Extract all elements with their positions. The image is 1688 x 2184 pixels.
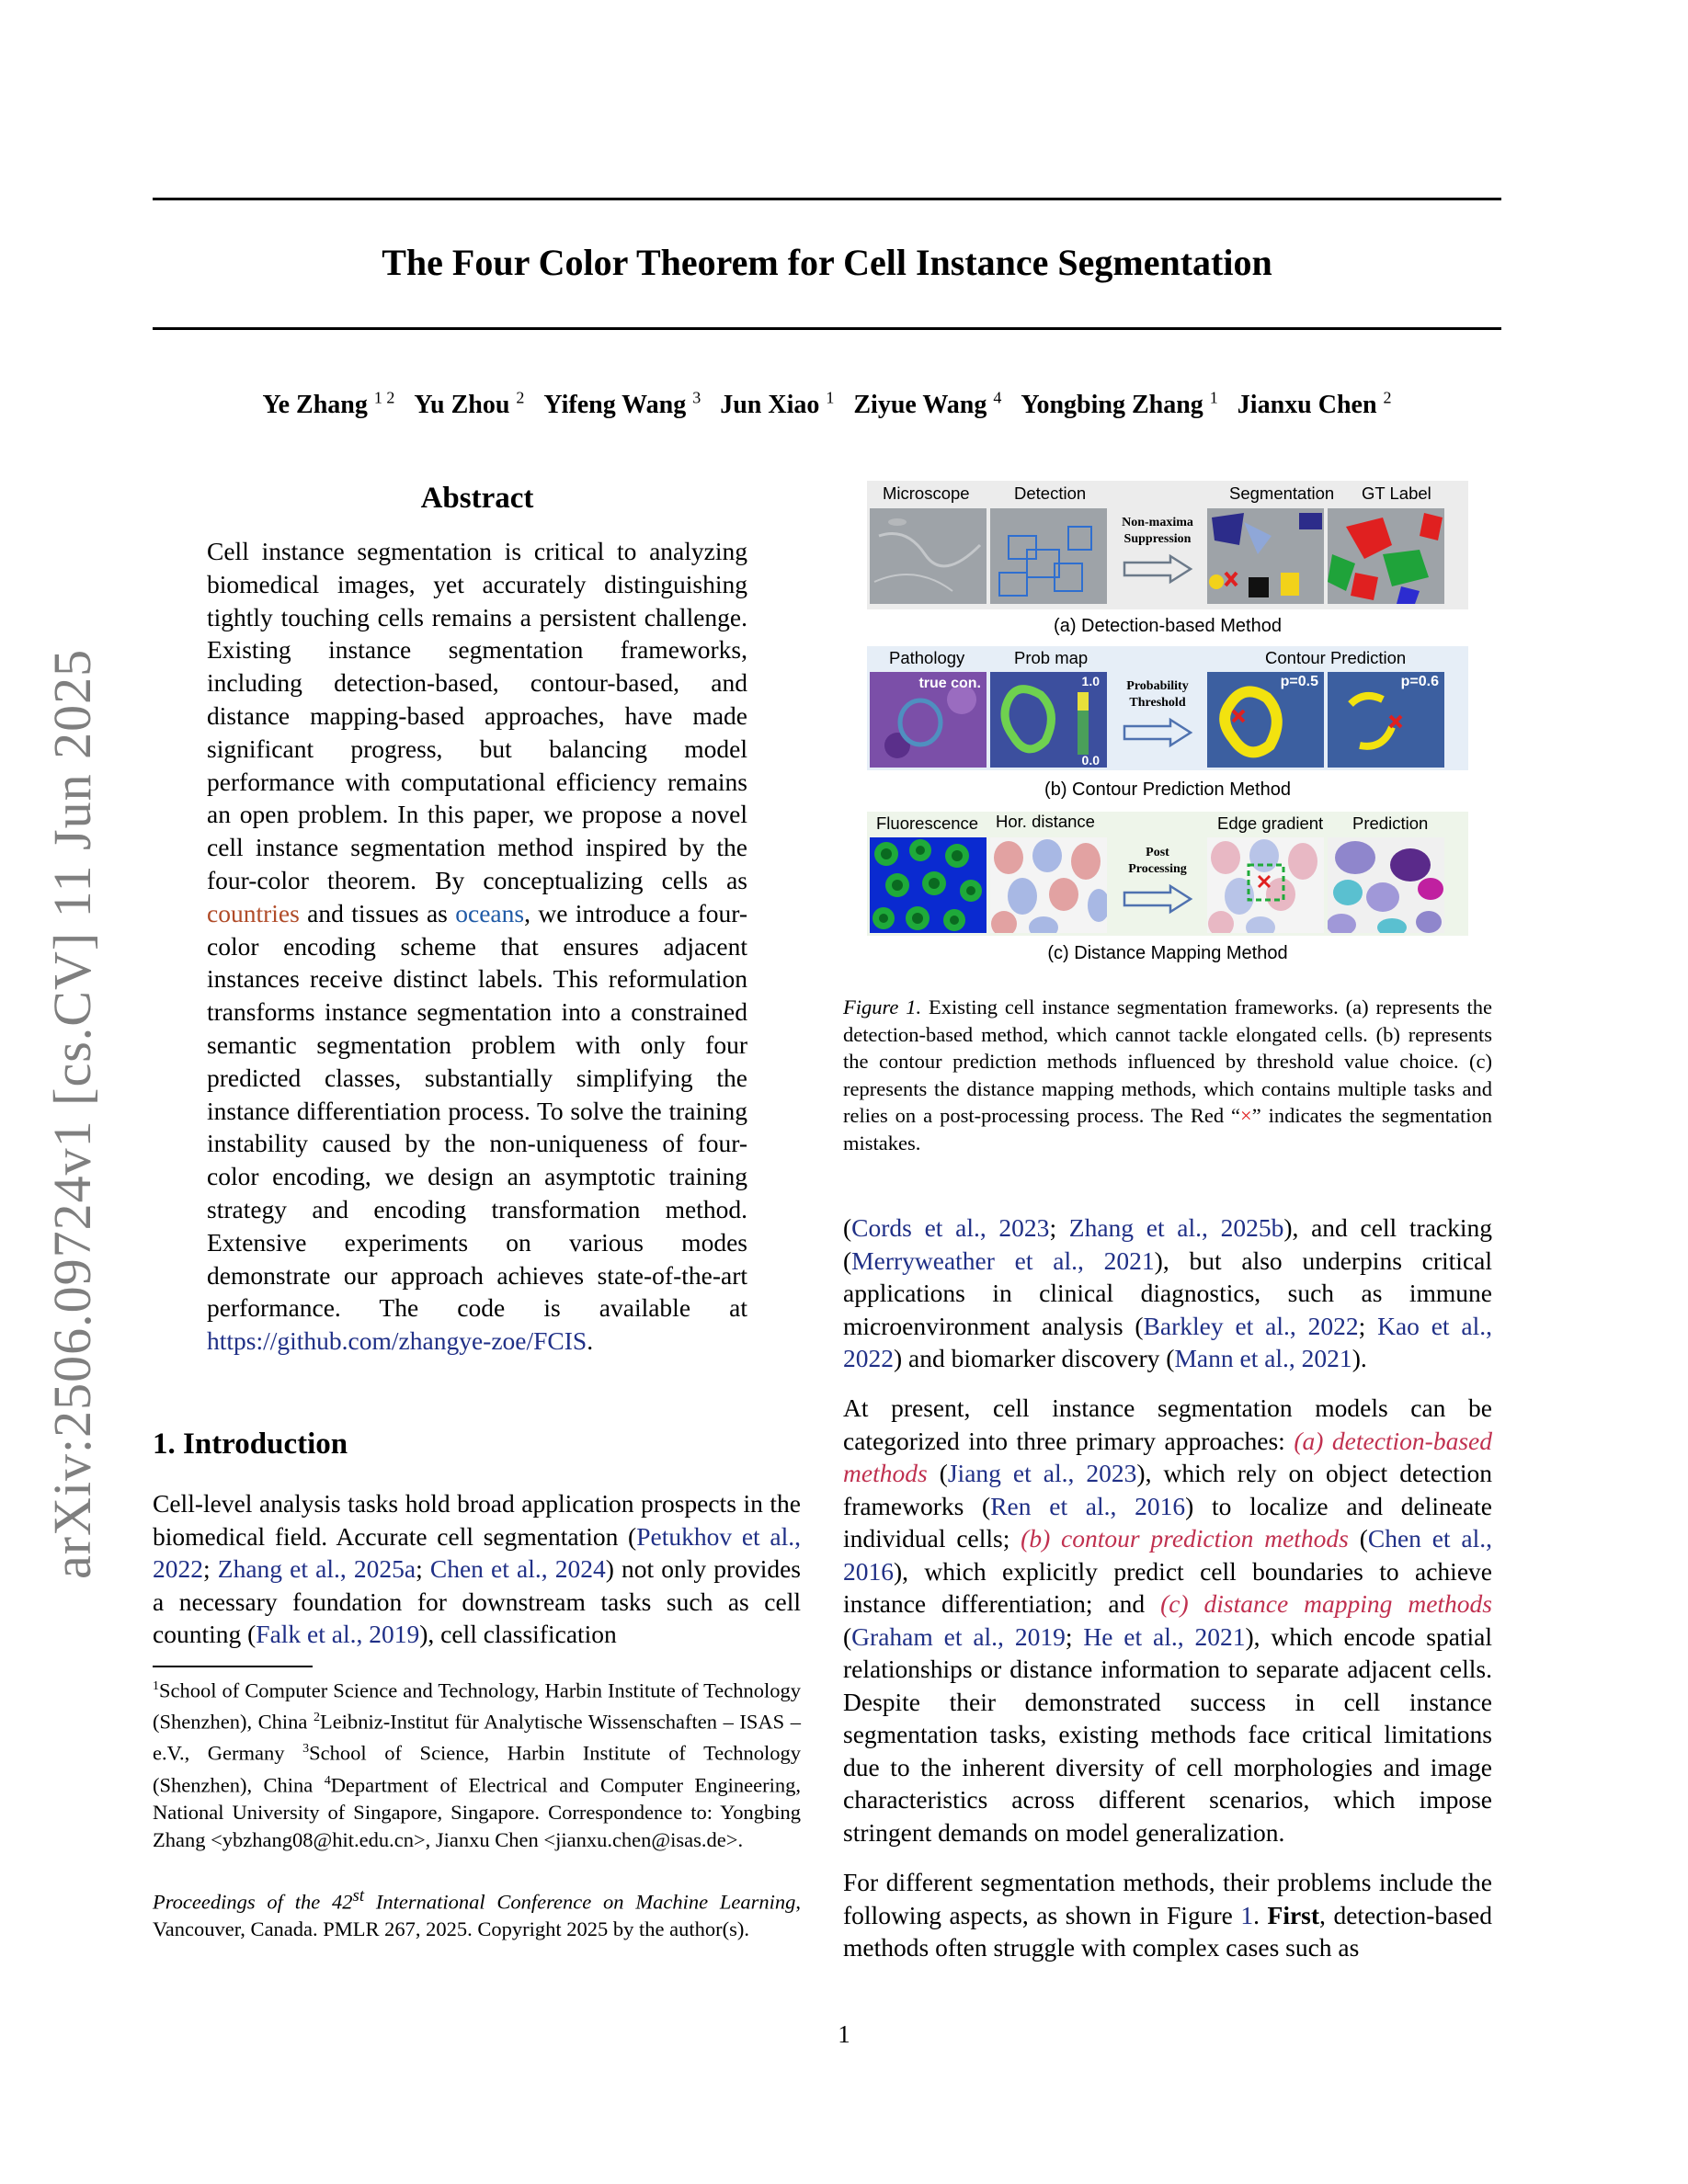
author: Yongbing Zhang $^1$	[1021, 389, 1218, 420]
arxiv-sidebar-stamp: arXiv:2506.09724v1 [cs.CV] 11 Jun 2025	[42, 648, 102, 1579]
method-term: (c) distance mapping methods	[1160, 1589, 1492, 1618]
citation-link[interactable]: Chen et al., 2016	[843, 1524, 1492, 1586]
prob-map-image	[990, 672, 1107, 768]
citation-link[interactable]: Kao et al., 2022	[843, 1311, 1493, 1372]
right-arrow-icon	[1121, 717, 1194, 748]
figure-ref-link[interactable]: 1	[1240, 1900, 1254, 1929]
citation-link[interactable]: Graham et al., 2019	[851, 1621, 1066, 1651]
arrow-threshold-line1: Probability	[1126, 679, 1189, 693]
citation-link[interactable]: Zhang et al., 2025b	[1068, 1213, 1284, 1242]
abstract-heading: Abstract	[420, 482, 534, 515]
code-link[interactable]: https://github.com/zhangye-zoe/FCIS	[207, 1326, 587, 1356]
gt-label-image	[1328, 508, 1444, 604]
label-detection: Detection	[1014, 483, 1087, 503]
abstract-text: Cell instance segmentation is critical to analyzing biomedical images, yet accurately distinguishing tightly touching cells remains a persistent challenge. Existing instance segmentation frameworks, including detection-based, contour-based, and distance mapping-based approaches, have made significant progress, but balancing model performance with computational efficiency remains an open problem. In this paper, we propose a novel cell instance segmentation method inspired by the four-color theorem. By conceptualizing cells as countries and tissues as oceans, we introduce a four-color encoding scheme that ensures adjacent instances receive distinct labels. This reformulation transforms instance segmentation into a constrained semantic segmentation problem with only four predicted classes, substantially simplifying the instance differentiation process. To solve the training instability caused by the non-uniqueness of four-color encoding, we design an asymptotic training strategy and encoding transformation method. Extensive experiments on various modes demonstrate our approach achieves state-of-the-art performance. The code is available at https://github.com/zhangye-zoe/FCIS.	[207, 537, 747, 1356]
citation-link[interactable]: Ren et al., 2016	[990, 1491, 1186, 1520]
section-heading-introduction: 1. Introduction	[153, 1428, 348, 1461]
intro-paragraph: Cell-level analysis tasks hold broad application prospects in the biomedical field. Accurate cell segmentation (Petukhov et al., 2022; Zhang et al., 2025a; Chen et al., 2024) not only provides a necessary foundation for downstream tasks such as cell counting (Falk et al., 2019), cell classification	[153, 1489, 802, 1648]
author: Jianxu Chen $^2$	[1237, 389, 1392, 420]
arrow-threshold-line2: Threshold	[1129, 696, 1186, 710]
page-number: 1	[838, 2020, 850, 2048]
right-paragraph-1: (Cords et al., 2023; Zhang et al., 2025b), and cell tracking (Merryweather et al., 2021), but also underpins critical applications in clinical diagnostics, such as immune microenvironment analysis (Barkley et al., 2022; Kao et al., 2022) and biomarker discovery (Mann et al., 2021).	[843, 1213, 1493, 1372]
arrow-threshold	[1113, 678, 1202, 754]
true-contour-tag: true con.	[918, 676, 981, 691]
right-paragraph-3: For different segmentation methods, their problems include the following aspects, as shown in Figure 1. First, detection-based methods often struggle with complex cases such as	[843, 1868, 1493, 1962]
keyword-countries: countries	[207, 898, 300, 927]
title-top-rule	[153, 198, 1501, 200]
author: Yu Zhou $^2$	[414, 389, 525, 420]
label-pathology: Pathology	[889, 648, 965, 667]
title-bottom-rule	[153, 327, 1501, 330]
caption-row-c: (c) Distance Mapping Method	[1047, 943, 1288, 963]
citation-link[interactable]: Merryweather et al., 2021	[851, 1246, 1155, 1275]
method-term: (b) contour prediction methods	[1021, 1524, 1349, 1553]
paper-title: The Four Color Theorem for Cell Instance Segmentation	[382, 242, 1272, 283]
citation-link[interactable]: He et al., 2021	[1083, 1621, 1246, 1651]
detection-image	[990, 508, 1107, 604]
affiliation-footnote: $^1$School of Computer Science and Technology, Harbin Institute of Technology (Shenzhen), China $^2$Leibniz-Institut für Analytische Wissenschaften – ISAS – e.V., Germany $^3$School of Science, Harbin Institute of Technology (Shenzhen), China $^4$Department of Electrical and Computer Engineering, National University of Singapore, Singapore. Correspondence to: Yongbing Zhang <ybzhang08@hit.edu.cn>, Jianxu Chen <jianxu.chen@isas.de>.	[153, 1678, 801, 1851]
label-hor-distance: Hor. distance	[996, 812, 1095, 831]
keyword-oceans: oceans	[455, 898, 525, 927]
segmentation-image	[1207, 508, 1324, 604]
label-gt-label: GT Label	[1362, 483, 1431, 503]
arrow-post-processing	[1113, 845, 1202, 920]
citation-link[interactable]: Zhang et al., 2025a	[217, 1554, 416, 1583]
author: Yifeng Wang $^3$	[543, 389, 701, 420]
citation-link[interactable]: Jiang et al., 2023	[947, 1459, 1137, 1487]
contour-p06-image	[1328, 672, 1444, 768]
label-edge-gradient: Edge gradient	[1217, 813, 1324, 833]
caption-row-b: (b) Contour Prediction Method	[1044, 779, 1291, 800]
author: Ziyue Wang $^4$	[853, 389, 1002, 420]
prediction-image	[1328, 837, 1444, 933]
colorbar-min: 0.0	[1081, 753, 1100, 768]
author-list	[153, 389, 1501, 420]
method-term: (a) detection-based methods	[843, 1426, 1492, 1487]
figure-1-caption: Figure 1. Existing cell instance segmentation frameworks. (a) represents the detection-based method, which cannot tackle elongated cells. (b) represents the contour prediction methods influenced by threshold value choice. (c) represents the distance mapping methods, which contains multiple tasks and relies on a post-processing process. The Red “×” indicates the segmentation mistakes.	[843, 995, 1493, 1155]
hor-distance-image	[990, 837, 1107, 933]
threshold-tag-06: p=0.6	[1400, 674, 1439, 689]
proceedings-note: Proceedings of the 42st International Conference on Machine Learning, Vancouver, Canada. PMLR 267, 2025. Copyright 2025 by the author(s).	[153, 1886, 802, 1941]
citation-link[interactable]: Cords et al., 2023	[851, 1213, 1050, 1242]
arrow-nms-line1: Non-maxima	[1122, 516, 1193, 529]
label-segmentation: Segmentation	[1229, 483, 1335, 503]
figure-1	[867, 481, 1468, 975]
caption-row-a: (a) Detection-based Method	[1054, 616, 1282, 636]
pathology-image	[870, 672, 987, 768]
contour-p05-image	[1207, 672, 1324, 768]
label-prediction: Prediction	[1352, 813, 1429, 833]
right-arrow-icon	[1121, 883, 1194, 915]
citation-link[interactable]: Falk et al., 2019	[256, 1620, 420, 1648]
edge-gradient-image	[1207, 837, 1324, 933]
threshold-tag-05: p=0.5	[1280, 674, 1318, 689]
footnote-rule	[153, 1666, 313, 1667]
citation-link[interactable]: Petukhov et al., 2022	[153, 1521, 801, 1583]
arrow-nms	[1113, 515, 1202, 590]
author: Ye Zhang $^{1 2}$	[262, 389, 395, 420]
citation-link[interactable]: Barkley et al., 2022	[1143, 1311, 1359, 1340]
colorbar-max: 1.0	[1081, 674, 1100, 688]
arrow-post-line2: Processing	[1128, 862, 1187, 876]
arrow-nms-line2: Suppression	[1123, 532, 1192, 546]
label-prob-map: Prob map	[1014, 648, 1089, 667]
red-x-icon: ×	[1240, 1104, 1252, 1128]
arrow-post-line1: Post	[1146, 846, 1169, 859]
label-fluorescence: Fluorescence	[876, 813, 979, 833]
fluorescence-image	[870, 837, 987, 933]
right-paragraph-2: At present, cell instance segmentation models can be categorized into three primary approaches: (a) detection-based methods (Jiang et al., 2023), which rely on object detection frameworks (Ren et al., 2016) to localize and delineate individual cells; (b) contour prediction methods (Chen et al., 2016), which explicitly predict cell boundaries to achieve instance differentiation; and (c) distance mapping methods (Graham et al., 2019; He et al., 2021), which encode spatial relationships or distance information to separate adjacent cells. Despite their demonstrated success in cell instance segmentation tasks, existing methods face critical limitations due to the inherent diversity of cell morphologies and image characteristics across different scenarios, which impose stringent demands on model generalization.	[843, 1393, 1493, 1847]
author: Jun Xiao $^1$	[720, 389, 835, 420]
label-microscope: Microscope	[883, 483, 970, 503]
right-arrow-icon	[1121, 553, 1194, 585]
citation-link[interactable]: Chen et al., 2024	[429, 1554, 606, 1583]
label-contour-prediction: Contour Prediction	[1265, 648, 1407, 667]
microscope-image	[870, 508, 987, 604]
citation-link[interactable]: Mann et al., 2021	[1174, 1344, 1352, 1372]
